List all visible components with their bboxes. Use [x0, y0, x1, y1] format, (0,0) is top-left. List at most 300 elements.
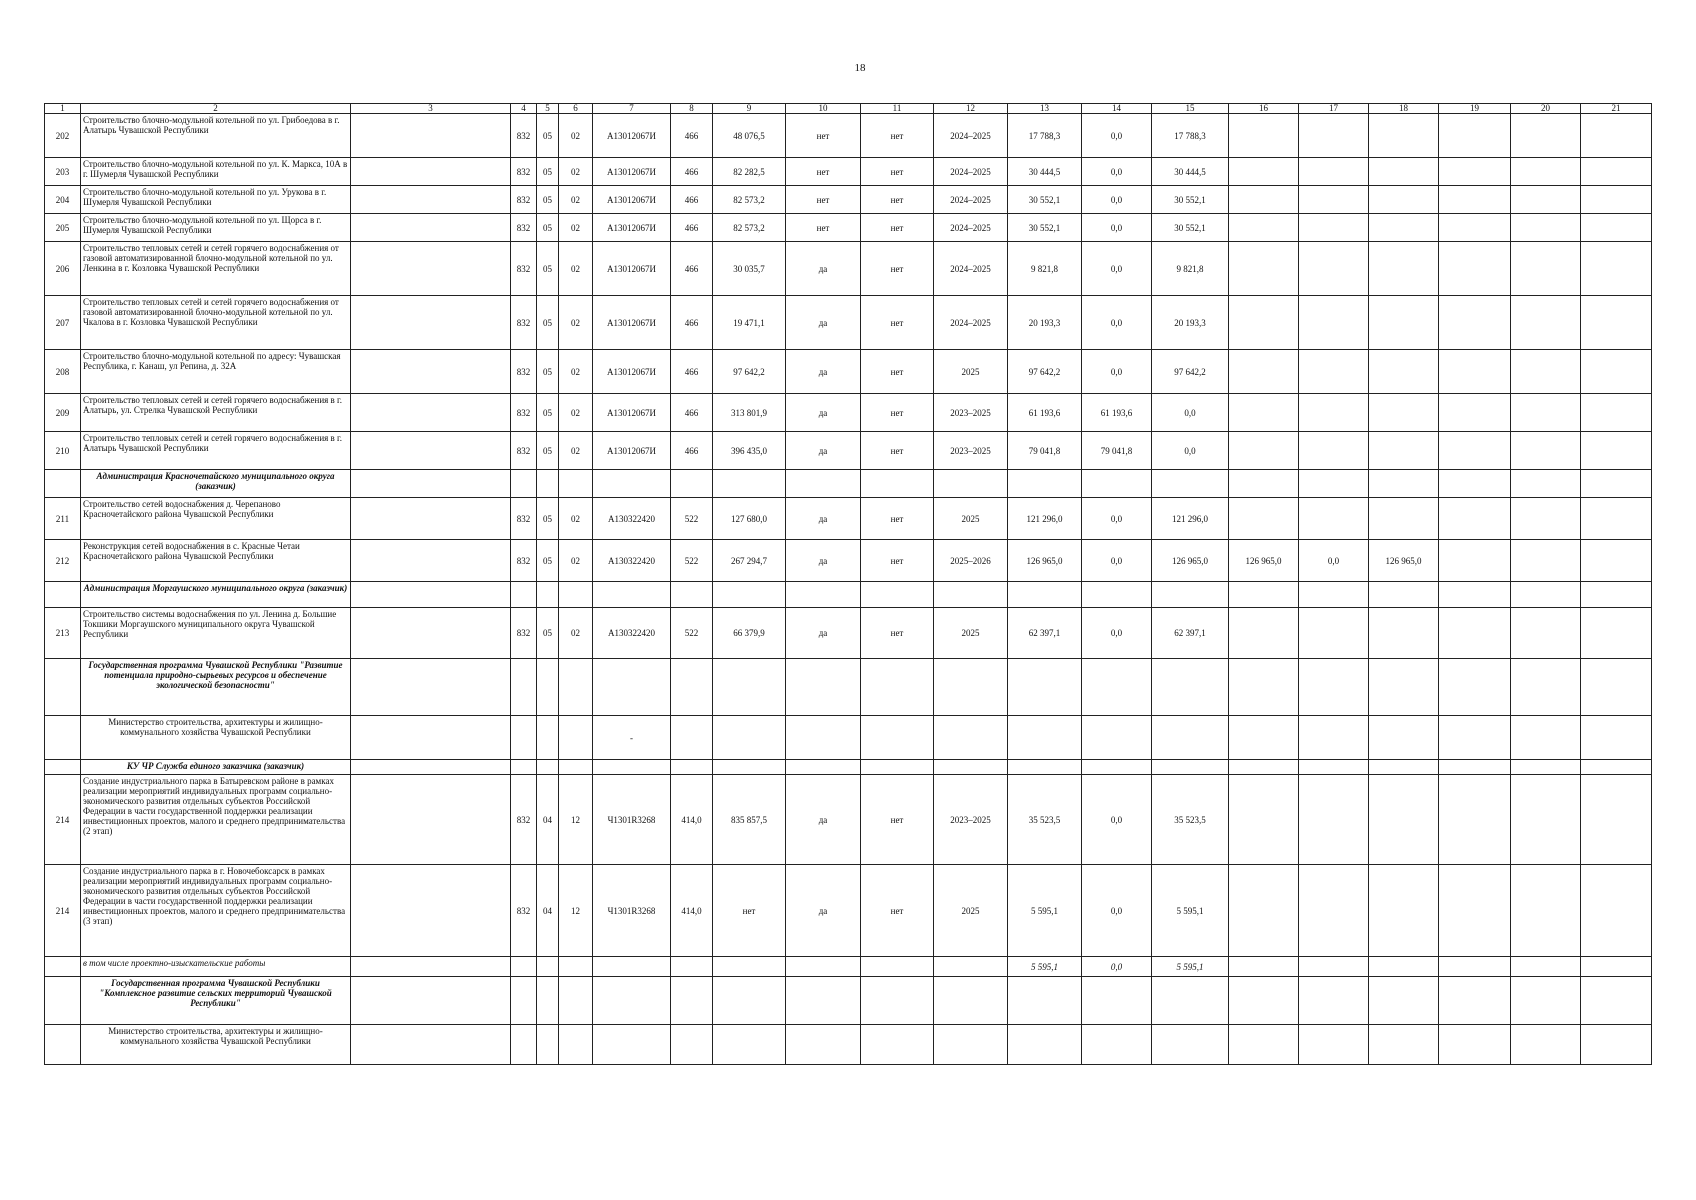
cell-c21 [1581, 865, 1652, 957]
column-3 [351, 540, 511, 582]
cell-c21 [1581, 760, 1652, 775]
cell-c13 [1008, 716, 1082, 760]
cell-c9 [713, 716, 786, 760]
cell-c19 [1439, 1025, 1511, 1065]
cell-c14: 0,0 [1082, 158, 1152, 186]
cell-c15: 35 523,5 [1152, 775, 1229, 865]
cell-c13: 17 788,3 [1008, 114, 1082, 158]
cell-c15: 121 296,0 [1152, 498, 1229, 540]
cell-c7: А130322420 [593, 540, 671, 582]
cell-c12: 2025–2026 [934, 540, 1008, 582]
cell-c7 [593, 957, 671, 977]
cell-c10: нет [786, 214, 861, 242]
row-number: 212 [45, 540, 81, 582]
cell-c21 [1581, 214, 1652, 242]
cell-c8 [671, 470, 713, 498]
cell-c9: 48 076,5 [713, 114, 786, 158]
cell-c7 [593, 760, 671, 775]
cell-c13 [1008, 977, 1082, 1025]
cell-c12 [934, 760, 1008, 775]
cell-c10: нет [786, 114, 861, 158]
cell-c6: 02 [559, 608, 593, 659]
cell-c7 [593, 977, 671, 1025]
cell-c16 [1229, 350, 1299, 394]
cell-c5 [537, 659, 559, 716]
section-row [45, 659, 1652, 716]
cell-c3 [351, 1025, 511, 1065]
cell-c18 [1369, 1025, 1439, 1065]
cell-c8 [671, 582, 713, 608]
cell-c10 [786, 977, 861, 1025]
cell-c14 [1082, 582, 1152, 608]
cell-c5 [537, 716, 559, 760]
cell-c19 [1439, 716, 1511, 760]
object-name: Строительство блочно-модульной котельной по адресу: Чувашская Республика, г. Канаш, ул Репина, д. 32А [81, 350, 351, 394]
cell-c8: 414,0 [671, 865, 713, 957]
cell-c8 [671, 957, 713, 977]
cell-c7: А13012067И [593, 186, 671, 214]
column-3 [351, 432, 511, 470]
cell-c18 [1369, 977, 1439, 1025]
cell-c16 [1229, 394, 1299, 432]
cell-c5: 05 [537, 432, 559, 470]
cell-c4 [511, 957, 537, 977]
cell-c19 [1439, 977, 1511, 1025]
column-header-18: 18 [1369, 104, 1439, 114]
cell-c9: 835 857,5 [713, 775, 786, 865]
cell-c5: 05 [537, 296, 559, 350]
cell-c7 [593, 1025, 671, 1065]
cell-c8: 466 [671, 242, 713, 296]
cell-c10: нет [786, 186, 861, 214]
cell-c9 [713, 582, 786, 608]
cell-c21 [1581, 470, 1652, 498]
cell-c10 [786, 957, 861, 977]
cell-c11: нет [861, 775, 934, 865]
column-3 [351, 608, 511, 659]
cell-c20 [1511, 242, 1581, 296]
cell-c10 [786, 760, 861, 775]
cell-c20 [1511, 296, 1581, 350]
cell-c15: 20 193,3 [1152, 296, 1229, 350]
cell-c5: 05 [537, 186, 559, 214]
column-3 [351, 350, 511, 394]
cell-c14 [1082, 1025, 1152, 1065]
cell-c10: нет [786, 158, 861, 186]
cell-c4 [511, 1025, 537, 1065]
cell-c6: 02 [559, 350, 593, 394]
table-row [45, 214, 1652, 242]
cell-c14: 0,0 [1082, 957, 1152, 977]
row-number: 207 [45, 296, 81, 350]
section-row [45, 582, 1652, 608]
cell-c3 [351, 659, 511, 716]
cell-c19 [1439, 608, 1511, 659]
cell-c7 [593, 470, 671, 498]
cell-c14: 0,0 [1082, 775, 1152, 865]
cell-c9: 396 435,0 [713, 432, 786, 470]
cell-c7: А13012067И [593, 242, 671, 296]
cell-c4 [511, 659, 537, 716]
cell-c11 [861, 716, 934, 760]
cell-c16 [1229, 957, 1299, 977]
row-number [45, 957, 81, 977]
cell-c7: А13012067И [593, 296, 671, 350]
column-3 [351, 498, 511, 540]
cell-c9 [713, 957, 786, 977]
cell-c6 [559, 977, 593, 1025]
cell-c20 [1511, 957, 1581, 977]
cell-c4: 832 [511, 296, 537, 350]
section-title: КУ ЧР Служба единого заказчика (заказчик) [81, 760, 351, 775]
object-name: Строительство блочно-модульной котельной по ул. Щорса в г. Шумерля Чувашской Республики [81, 214, 351, 242]
row-number: 213 [45, 608, 81, 659]
cell-c16 [1229, 659, 1299, 716]
cell-c20 [1511, 350, 1581, 394]
cell-c13: 30 444,5 [1008, 158, 1082, 186]
cell-c6 [559, 760, 593, 775]
cell-c9: 127 680,0 [713, 498, 786, 540]
ministry-title: Министерство строительства, архитектуры и жилищно-коммунального хозяйства Чувашской Республики [81, 1025, 351, 1065]
cell-c3 [351, 716, 511, 760]
cell-c9: 66 379,9 [713, 608, 786, 659]
cell-c21 [1581, 977, 1652, 1025]
column-header-9: 9 [713, 104, 786, 114]
column-header-21: 21 [1581, 104, 1652, 114]
cell-c20 [1511, 540, 1581, 582]
cell-c15: 126 965,0 [1152, 540, 1229, 582]
cell-c17 [1299, 865, 1369, 957]
cell-c21 [1581, 775, 1652, 865]
cell-c17 [1299, 394, 1369, 432]
cell-c6 [559, 659, 593, 716]
cell-c7: Ч1301R3268 [593, 775, 671, 865]
cell-c10 [786, 582, 861, 608]
cell-c19 [1439, 865, 1511, 957]
cell-c8 [671, 760, 713, 775]
cell-c16 [1229, 608, 1299, 659]
cell-c6 [559, 957, 593, 977]
cell-c8 [671, 716, 713, 760]
cell-c5: 05 [537, 498, 559, 540]
cell-c9: 82 573,2 [713, 186, 786, 214]
cell-c7: Ч1301R3268 [593, 865, 671, 957]
cell-c17 [1299, 186, 1369, 214]
cell-c13: 61 193,6 [1008, 394, 1082, 432]
cell-c15 [1152, 582, 1229, 608]
cell-c12: 2024–2025 [934, 114, 1008, 158]
cell-c21 [1581, 540, 1652, 582]
cell-c17 [1299, 498, 1369, 540]
cell-c14: 0,0 [1082, 865, 1152, 957]
cell-c16 [1229, 865, 1299, 957]
cell-c9: 30 035,7 [713, 242, 786, 296]
object-name: Строительство тепловых сетей и сетей горячего водоснабжения в г. Алатырь Чувашской Республики [81, 432, 351, 470]
cell-c8: 414,0 [671, 775, 713, 865]
cell-c8: 466 [671, 432, 713, 470]
object-name: Реконструкция сетей водоснабжения в с. Красные Четаи Красночетайского района Чувашской Республики [81, 540, 351, 582]
row-number: 205 [45, 214, 81, 242]
cell-c6: 12 [559, 775, 593, 865]
cell-c11: нет [861, 432, 934, 470]
cell-c17 [1299, 242, 1369, 296]
cell-c4 [511, 760, 537, 775]
cell-c10: да [786, 350, 861, 394]
cell-c21 [1581, 114, 1652, 158]
column-3 [351, 394, 511, 432]
cell-c5 [537, 1025, 559, 1065]
column-header-15: 15 [1152, 104, 1229, 114]
cell-c18 [1369, 214, 1439, 242]
cell-c5: 05 [537, 394, 559, 432]
column-3 [351, 186, 511, 214]
cell-c4 [511, 470, 537, 498]
cell-c8: 466 [671, 350, 713, 394]
cell-c4: 832 [511, 498, 537, 540]
cell-c18 [1369, 659, 1439, 716]
cell-c7: - [593, 716, 671, 760]
cell-c21 [1581, 186, 1652, 214]
row-number: 210 [45, 432, 81, 470]
cell-c13: 121 296,0 [1008, 498, 1082, 540]
cell-c19 [1439, 582, 1511, 608]
cell-c13: 30 552,1 [1008, 186, 1082, 214]
column-header-13: 13 [1008, 104, 1082, 114]
cell-c7: А13012067И [593, 350, 671, 394]
cell-c19 [1439, 242, 1511, 296]
cell-c14: 0,0 [1082, 186, 1152, 214]
cell-c15 [1152, 977, 1229, 1025]
cell-c18 [1369, 242, 1439, 296]
cell-c16 [1229, 242, 1299, 296]
ministry-row [45, 1025, 1652, 1065]
cell-c19 [1439, 540, 1511, 582]
cell-c13: 9 821,8 [1008, 242, 1082, 296]
cell-c17: 0,0 [1299, 540, 1369, 582]
ministry-title: Министерство строительства, архитектуры и жилищно-коммунального хозяйства Чувашской Республики [81, 716, 351, 760]
cell-c5: 05 [537, 158, 559, 186]
cell-c6 [559, 582, 593, 608]
cell-c8 [671, 659, 713, 716]
cell-c19 [1439, 158, 1511, 186]
cell-c20 [1511, 608, 1581, 659]
cell-c12 [934, 659, 1008, 716]
cell-c13: 79 041,8 [1008, 432, 1082, 470]
cell-c18 [1369, 716, 1439, 760]
column-header-19: 19 [1439, 104, 1511, 114]
table-row [45, 242, 1652, 296]
column-header-20: 20 [1511, 104, 1581, 114]
cell-c13 [1008, 470, 1082, 498]
cell-c4: 832 [511, 158, 537, 186]
cell-c16 [1229, 775, 1299, 865]
cell-c8: 522 [671, 608, 713, 659]
column-3 [351, 865, 511, 957]
cell-c15 [1152, 659, 1229, 716]
cell-c15: 62 397,1 [1152, 608, 1229, 659]
cell-c13: 5 595,1 [1008, 957, 1082, 977]
cell-c4: 832 [511, 242, 537, 296]
cell-c5 [537, 760, 559, 775]
cell-c20 [1511, 716, 1581, 760]
cell-c10: да [786, 498, 861, 540]
cell-c10 [786, 1025, 861, 1065]
row-number: 204 [45, 186, 81, 214]
column-header-11: 11 [861, 104, 934, 114]
table-row [45, 296, 1652, 350]
cell-c10: да [786, 540, 861, 582]
row-number: 211 [45, 498, 81, 540]
cell-c9 [713, 470, 786, 498]
cell-c9: 19 471,1 [713, 296, 786, 350]
cell-c16 [1229, 760, 1299, 775]
cell-c4: 832 [511, 394, 537, 432]
table-row [45, 540, 1652, 582]
cell-c3 [351, 957, 511, 977]
cell-c9 [713, 659, 786, 716]
column-header-6: 6 [559, 104, 593, 114]
cell-c12: 2023–2025 [934, 394, 1008, 432]
cell-c16 [1229, 977, 1299, 1025]
cell-c20 [1511, 470, 1581, 498]
table-row [45, 158, 1652, 186]
column-3 [351, 775, 511, 865]
cell-c14: 61 193,6 [1082, 394, 1152, 432]
column-header-1: 1 [45, 104, 81, 114]
cell-c19 [1439, 659, 1511, 716]
object-name: Строительство блочно-модульной котельной по ул. К. Маркса, 10А в г. Шумерля Чувашской Республики [81, 158, 351, 186]
cell-c13 [1008, 659, 1082, 716]
cell-c4: 832 [511, 865, 537, 957]
cell-c17 [1299, 977, 1369, 1025]
object-name: Строительство сетей водоснабжения д. Черепаново Красночетайского района Чувашской Республики [81, 498, 351, 540]
cell-c10 [786, 470, 861, 498]
cell-c14: 0,0 [1082, 114, 1152, 158]
cell-c21 [1581, 432, 1652, 470]
row-number: 202 [45, 114, 81, 158]
ministry-row [45, 716, 1652, 760]
cell-c8: 522 [671, 540, 713, 582]
cell-c17 [1299, 659, 1369, 716]
object-name: Строительство тепловых сетей и сетей горячего водоснабжения в г. Алатырь, ул. Стрелка Чувашской Республики [81, 394, 351, 432]
object-name: Строительство системы водоснабжения по ул. Ленина д. Большие Токшики Моргаушского муниципального округа Чувашской Республики [81, 608, 351, 659]
row-number: 209 [45, 394, 81, 432]
cell-c7: А13012067И [593, 114, 671, 158]
cell-c11: нет [861, 498, 934, 540]
cell-c15 [1152, 760, 1229, 775]
cell-c7: А13012067И [593, 158, 671, 186]
row-number [45, 582, 81, 608]
cell-c15: 0,0 [1152, 432, 1229, 470]
cell-c16: 126 965,0 [1229, 540, 1299, 582]
cell-c17 [1299, 957, 1369, 977]
cell-c15 [1152, 716, 1229, 760]
cell-c18 [1369, 775, 1439, 865]
cell-c11 [861, 470, 934, 498]
cell-c18 [1369, 470, 1439, 498]
cell-c12 [934, 470, 1008, 498]
cell-c11 [861, 977, 934, 1025]
cell-c20 [1511, 158, 1581, 186]
row-number: 203 [45, 158, 81, 186]
cell-c18 [1369, 158, 1439, 186]
object-name: Создание индустриального парка в г. Новочебоксарск в рамках реализации мероприятий индивидуальных программ социально-экономического развития отдельных субъектов Российской Федерации в части государственной поддержки реализации инвестиционных проектов, малого и среднего предпринимательства (3 этап) [81, 865, 351, 957]
cell-c15: 17 788,3 [1152, 114, 1229, 158]
cell-c7: А13012067И [593, 214, 671, 242]
investment-table [44, 103, 1652, 1065]
cell-c6: 02 [559, 214, 593, 242]
column-3 [351, 158, 511, 186]
cell-c5: 05 [537, 242, 559, 296]
cell-c8: 466 [671, 158, 713, 186]
cell-c16 [1229, 582, 1299, 608]
cell-c16 [1229, 158, 1299, 186]
cell-c6: 02 [559, 540, 593, 582]
column-3 [351, 296, 511, 350]
cell-c12: 2024–2025 [934, 242, 1008, 296]
row-number: 214 [45, 865, 81, 957]
cell-c9 [713, 977, 786, 1025]
cell-c8: 466 [671, 296, 713, 350]
cell-c19 [1439, 114, 1511, 158]
object-name: Строительство блочно-модульной котельной по ул. Грибоедова в г. Алатырь Чувашской Республики [81, 114, 351, 158]
row-number: 206 [45, 242, 81, 296]
cell-c12: 2025 [934, 865, 1008, 957]
cell-c8: 466 [671, 114, 713, 158]
cell-c18 [1369, 394, 1439, 432]
cell-c11: нет [861, 540, 934, 582]
table-row [45, 394, 1652, 432]
cell-c12 [934, 582, 1008, 608]
section-title: Администрация Моргаушского муниципального округа (заказчик) [81, 582, 351, 608]
cell-c17 [1299, 158, 1369, 186]
cell-c19 [1439, 350, 1511, 394]
cell-c16 [1229, 296, 1299, 350]
cell-c4: 832 [511, 540, 537, 582]
table-row [45, 498, 1652, 540]
cell-c8: 466 [671, 214, 713, 242]
note-row [45, 957, 1652, 977]
cell-c15: 9 821,8 [1152, 242, 1229, 296]
cell-c14: 79 041,8 [1082, 432, 1152, 470]
cell-c16 [1229, 186, 1299, 214]
cell-c9: 267 294,7 [713, 540, 786, 582]
cell-c21 [1581, 716, 1652, 760]
cell-c21 [1581, 296, 1652, 350]
cell-c12: 2023–2025 [934, 775, 1008, 865]
cell-c18 [1369, 350, 1439, 394]
cell-c16 [1229, 214, 1299, 242]
cell-c21 [1581, 394, 1652, 432]
cell-c21 [1581, 158, 1652, 186]
cell-c10: да [786, 865, 861, 957]
cell-c17 [1299, 608, 1369, 659]
cell-c11 [861, 760, 934, 775]
cell-c19 [1439, 432, 1511, 470]
cell-c12 [934, 716, 1008, 760]
cell-c8 [671, 977, 713, 1025]
cell-c8: 466 [671, 186, 713, 214]
column-header-3: 3 [351, 104, 511, 114]
cell-c19 [1439, 760, 1511, 775]
cell-c7: А130322420 [593, 608, 671, 659]
column-header-4: 4 [511, 104, 537, 114]
cell-c19 [1439, 296, 1511, 350]
section-title: Государственная программа Чувашской Республики "Развитие потенциала природно-сырьевых ресурсов и обеспечение экологической безопасности" [81, 659, 351, 716]
cell-c11: нет [861, 158, 934, 186]
cell-c18 [1369, 582, 1439, 608]
object-name: Создание индустриального парка в Батыревском районе в рамках реализации мероприятий индивидуальных программ социально-экономического развития отдельных субъектов Российской Федерации в части государственной поддержки реализации инвестиционных проектов, малого и среднего предпринимательства (2 этап) [81, 775, 351, 865]
